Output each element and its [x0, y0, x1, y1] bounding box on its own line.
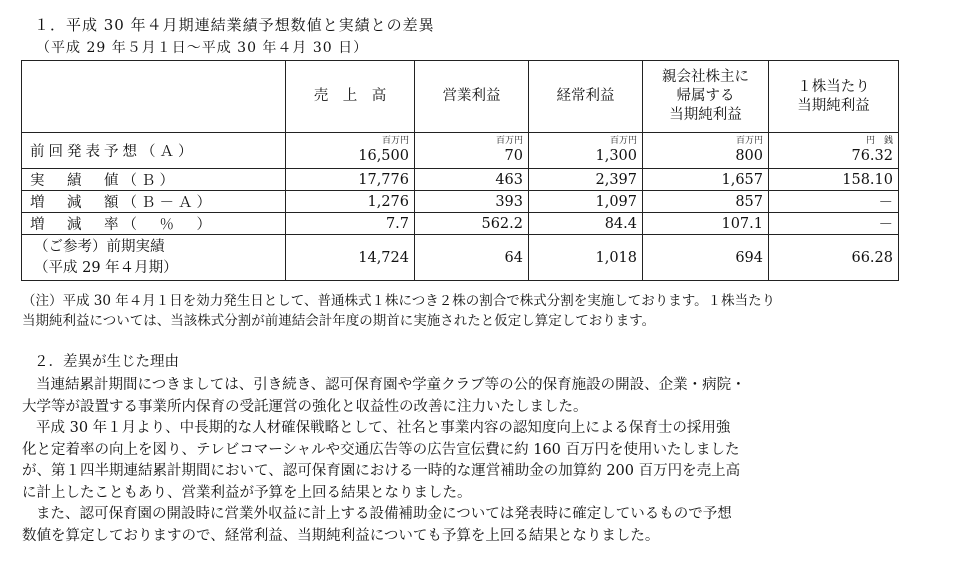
table-cell: 1,657 — [643, 169, 769, 191]
table-cell: 2,397 — [529, 169, 643, 191]
paragraph: 大学等が設置する事業所内保育の受託運営の強化と収益性の改善に注力いたしました。 — [22, 398, 588, 415]
header-operating-profit: 営業利益 — [415, 61, 529, 133]
forecast-vs-actual-table — [21, 60, 899, 281]
header-ordinary-profit: 経常利益 — [529, 61, 643, 133]
table-cell: 66.28 — [769, 235, 899, 281]
section-2-body — [22, 375, 746, 547]
table-note: （注）平成 30 年４月１日を効力発生日として、普通株式１株につき２株の割合で株式分割を実施しております。１株当たり 当期純利益については、当該株式分割が前連結会計年度の期首に実施されたと仮定し算定しております。 — [22, 293, 776, 329]
table-cell: 64 — [415, 235, 529, 281]
table-cell: 百万円 16,500 — [286, 133, 415, 169]
paragraph: が、第１四半期連結累計期間において、認可保育園における一時的な運営補助金の加算約 200 百万円を売上高 — [22, 463, 741, 479]
table-cell: 463 — [415, 169, 529, 191]
paragraph: 当連結累計期間につきましては、引き続き、認可保育園や学童クラブ等の公的保育施設の開設、企業・病院・ — [36, 377, 746, 393]
paragraph: 化と定着率の向上を図り、テレビコマーシャルや交通広告等の広告宣伝費に約 160 百万円を使用いたしました — [22, 441, 740, 458]
row-label: （ご参考）前期実績 （平成 29 年４月期） — [22, 235, 286, 281]
table-row — [22, 191, 899, 213]
table-cell: 857 — [643, 191, 769, 213]
table-cell: 17,776 — [286, 169, 415, 191]
row-label: 実 績 値（Ｂ） — [22, 169, 286, 191]
table-cell: 393 — [415, 191, 529, 213]
table-row — [22, 169, 899, 191]
paragraph: に計上したこともあり、営業利益が予算を上回る結果となりました。 — [22, 484, 472, 501]
table-cell: 14,724 — [286, 235, 415, 281]
table-cell: 1,097 — [529, 191, 643, 213]
row-label: 増 減 額（Ｂ－Ａ） — [22, 191, 286, 213]
section-2-title: ２．差異が生じた理由 — [34, 354, 179, 370]
table-cell: 107.1 — [643, 213, 769, 235]
header-eps: １株当たり 当期純利益 — [769, 61, 899, 133]
section-1-title: １．平成 30 年４月期連結業績予想数値と実績との差異 — [34, 16, 435, 34]
header-sales: 売 上 高 — [286, 61, 415, 133]
paragraph: また、認可保育園の開設時に営業外収益に計上する設備補助金については発表時に確定しているもので予想 — [36, 506, 732, 522]
table-cell: 158.10 — [769, 169, 899, 191]
row-label: 増 減 率（ ％ ） — [22, 213, 286, 235]
table-row — [22, 235, 899, 281]
table-cell: 694 — [643, 235, 769, 281]
table-cell: 1,276 — [286, 191, 415, 213]
section-1-period: （平成 29 年５月１日～平成 30 年４月 30 日） — [36, 40, 369, 56]
table-cell: － — [769, 213, 899, 235]
table-cell: 562.2 — [415, 213, 529, 235]
table-cell: 円 銭 76.32 — [769, 133, 899, 169]
paragraph: 数値を算定しておりますので、経常利益、当期純利益についても予算を上回る結果となりました。 — [22, 527, 660, 544]
table-cell: 84.4 — [529, 213, 643, 235]
table-cell: 百万円 70 — [415, 133, 529, 169]
header-net-income: 親会社株主に 帰属する 当期純利益 — [643, 61, 769, 133]
table-cell: 百万円 800 — [643, 133, 769, 169]
table-cell: 1,018 — [529, 235, 643, 281]
table-cell: 百万円 1,300 — [529, 133, 643, 169]
table-header-row — [22, 61, 899, 133]
table-cell: 7.7 — [286, 213, 415, 235]
header-corner — [22, 61, 286, 133]
table-row — [22, 133, 899, 169]
table-row — [22, 213, 899, 235]
paragraph: 平成 30 年１月より、中長期的な人材確保戦略として、社名と事業内容の認知度向上による保育士の採用強 — [36, 420, 731, 436]
row-label: 前回発表予想（Ａ） — [22, 133, 286, 169]
table-cell: － — [769, 191, 899, 213]
